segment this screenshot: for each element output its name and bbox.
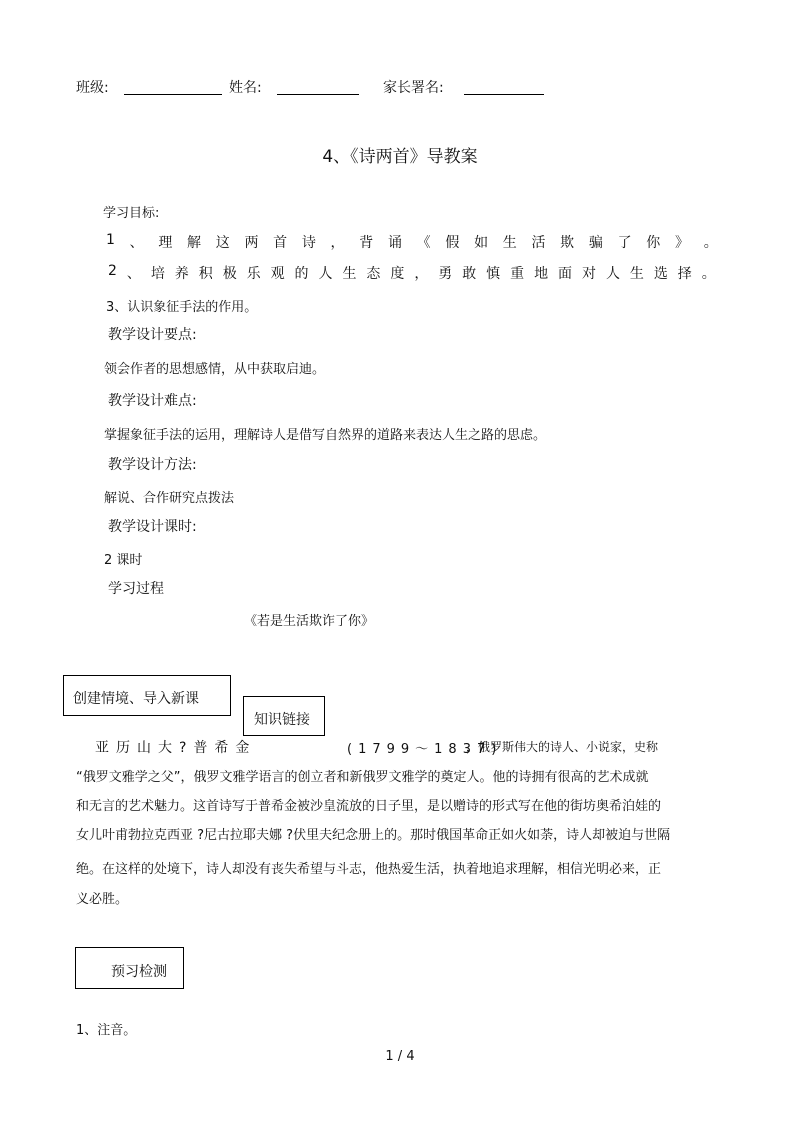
goal-item-1-char: 理 <box>158 235 173 251</box>
knowledge-link-box: 知识链接 <box>243 696 325 736</box>
bio-line-5: 义必胜。 <box>76 892 129 907</box>
goal-item-1-char: 。 <box>703 235 718 251</box>
goal-item-1-char: 如 <box>474 235 489 251</box>
goal-item-2-char: 慎 <box>486 266 501 282</box>
goal-item-2-char: 培 <box>150 266 165 282</box>
goal-item-1-char: 》 <box>674 235 689 251</box>
poem-title: 《若是生活欺诈了你》 <box>244 614 375 629</box>
goal-item-2-char: 观 <box>270 266 285 282</box>
difficulty-content: 掌握象征手法的运用，理解诗人是借写自然界的道路来表达人生之路的思虑。 <box>104 428 547 443</box>
goal-item-2-char: 、 <box>126 266 141 282</box>
goal-item-1-char: 假 <box>445 235 460 251</box>
page-number: 1 / 4 <box>385 1049 415 1064</box>
goal-item-1-char: 两 <box>244 235 259 251</box>
goal-item-2-char: 面 <box>558 266 573 282</box>
process-heading: 学习过程 <box>108 581 164 597</box>
goal-item-1-char: 首 <box>273 235 288 251</box>
goal-item-1-char: 解 <box>187 235 202 251</box>
goal-item-1-char: 诗 <box>301 235 316 251</box>
goal-item-1-char: 背 <box>359 235 374 251</box>
goal-item-2-char: 的 <box>294 266 309 282</box>
goal-item-2-char: 生 <box>629 266 644 282</box>
exercise-item: 1、注音。 <box>76 1023 137 1038</box>
goal-item-3: 3、认识象征手法的作用。 <box>106 300 258 315</box>
goal-item-1-char: 骗 <box>588 235 603 251</box>
goal-item-2 <box>108 263 716 283</box>
goal-item-2-char: 极 <box>222 266 237 282</box>
parent-signature-underline <box>464 94 544 95</box>
goal-item-2-char: 地 <box>534 266 549 282</box>
page-title: 4、《诗两首》导教案 <box>322 147 478 167</box>
goal-item-2-char: 对 <box>581 266 596 282</box>
goal-item-2-char: 人 <box>318 266 333 282</box>
goal-item-1-char: 、 <box>129 235 144 251</box>
preview-box: 预习检测 <box>75 947 184 989</box>
key-points-content: 领会作者的思想感情，从中获取启迪。 <box>104 362 326 377</box>
method-content: 解说、合作研究点拨法 <box>104 491 235 506</box>
goal-item-2-char: 人 <box>605 266 620 282</box>
goal-item-1-char: 1 <box>106 232 115 248</box>
class-label: 班级: <box>76 80 109 96</box>
goal-item-2-char: 态 <box>366 266 381 282</box>
goal-item-2-char: 生 <box>342 266 357 282</box>
goal-item-1-char: ， <box>330 235 345 251</box>
bio-line-1: “俄罗文雅学之父”，俄罗文雅学语言的创立者和新俄罗文雅学的奠定人。他的诗拥有很高的艺术成就 <box>76 770 649 785</box>
goal-item-2-char: 度 <box>390 266 405 282</box>
goal-item-2-char: 乐 <box>246 266 261 282</box>
poet-name: 亚历山大?普希金 <box>95 740 257 756</box>
goal-item-1-char: 欺 <box>560 235 575 251</box>
goal-item-2-char: 选 <box>653 266 668 282</box>
goals-heading: 学习目标: <box>103 206 160 221</box>
key-points-heading: 教学设计要点: <box>108 327 197 343</box>
difficulty-heading: 教学设计难点: <box>108 393 197 409</box>
goal-item-1-char: 生 <box>502 235 517 251</box>
goal-item-2-char: 勇 <box>438 266 453 282</box>
goal-item-2-char: 积 <box>198 266 213 282</box>
bio-line-4: 绝。在这样的处境下，诗人却没有丧失希望与斗志，他热爱生活，执着地追求理解，相信光明必来，正 <box>76 862 662 877</box>
goal-item-2-char: 2 <box>108 263 117 279</box>
goal-item-2-char: 择 <box>677 266 692 282</box>
parent-signature-label: 家长署名: <box>383 80 444 96</box>
poet-desc: ，俄罗斯伟大的诗人、小说家，史称 <box>466 740 659 754</box>
goal-item-1-char: 这 <box>215 235 230 251</box>
goal-item-1 <box>106 232 718 252</box>
intro-box: 创建情境、导入新课 <box>63 675 231 716</box>
goal-item-1-char: 了 <box>617 235 632 251</box>
bio-line-3: 女儿叶甫勃拉克西亚 ?尼古拉耶夫娜 ?伏里夫纪念册上的。那时俄国革命正如火如荼，诗人却被迫与世隔 <box>76 828 671 843</box>
goal-item-1-char: 你 <box>646 235 661 251</box>
bio-line-2: 和无言的艺术魅力。这首诗写于普希金被沙皇流放的日子里，是以赠诗的形式写在他的街坊奥希泊娃的 <box>76 799 662 814</box>
name-label: 姓名: <box>229 80 262 96</box>
goal-item-2-char: 。 <box>701 266 716 282</box>
goal-item-1-char: 活 <box>531 235 546 251</box>
goal-item-2-char: ， <box>414 266 429 282</box>
goal-item-2-char: 养 <box>174 266 189 282</box>
periods-heading: 教学设计课时: <box>108 519 197 535</box>
goal-item-2-char: 重 <box>510 266 525 282</box>
goal-item-1-char: 《 <box>416 235 431 251</box>
class-underline <box>124 94 222 95</box>
name-underline <box>277 94 359 95</box>
method-heading: 教学设计方法: <box>108 457 197 473</box>
periods-content: 2 课时 <box>104 553 143 568</box>
goal-item-2-char: 敢 <box>462 266 477 282</box>
goal-item-1-char: 诵 <box>387 235 402 251</box>
poet-dates: (1799～1837) <box>347 742 503 757</box>
